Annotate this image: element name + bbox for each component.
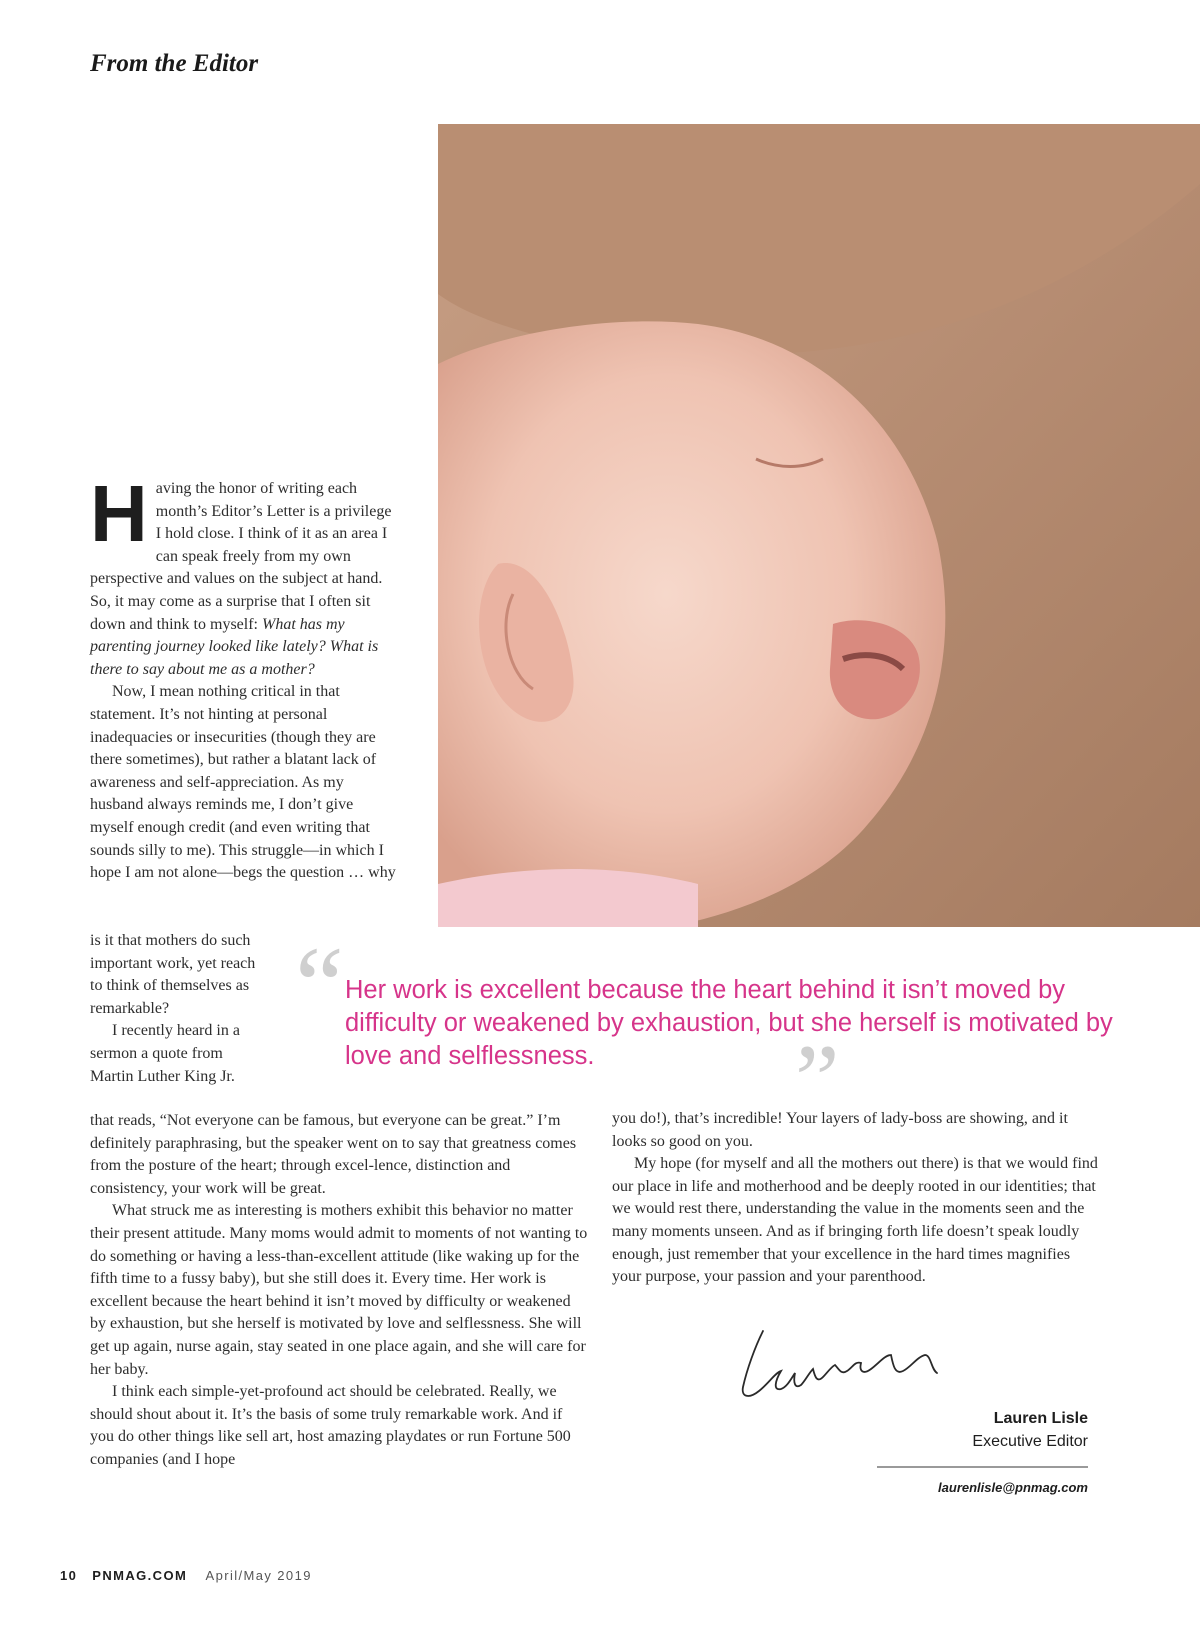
signature-image xyxy=(735,1325,975,1405)
article-column-left-bottom xyxy=(90,1110,590,1472)
site-name: PNMAG.COM xyxy=(92,1568,188,1583)
article-column-right xyxy=(612,1108,1102,1289)
article-column-left-narrow xyxy=(90,930,260,1088)
article-paragraph-2: Now, I mean nothing critical in that statement. It’s not hinting at personal inadequacies or insecurities (though they are there sometimes), but rather a blatant lack of awareness and self-appreciation. As my husband always reminds me, I don’t give myself enough credit (and even writing that sounds silly to me). This struggle—in which I hope I am not alone—begs the question … why xyxy=(90,683,396,882)
article-paragraph-3: I recently heard in a sermon a quote from Martin Luther King Jr. xyxy=(90,1022,240,1085)
issue-date: April/May 2019 xyxy=(205,1568,312,1583)
article-paragraph-1 xyxy=(90,469,400,681)
author-email-link[interactable]: laurenlisle@pnmag.com xyxy=(938,1480,1088,1495)
paragraph-1-italic: What has my parenting journey looked like lately? What is there to say about me as a mother? xyxy=(90,615,379,678)
article-column-left-top xyxy=(90,469,400,885)
hero-photo xyxy=(438,124,1200,927)
baby-illustration xyxy=(438,124,1200,927)
paragraph-1-text: aving the honor of writing each month’s Editor’s Letter is a privilege I hold close. I think of it as an area I can speak freely from my own perspective and values on the subject at hand. So, it may come as a surprise that I often sit down and think to myself: xyxy=(90,480,392,633)
pull-quote: Her work is excellent because the heart behind it isn’t moved by difficulty or weakened by exhaustion, but she herself is motivated by love and selflessness. xyxy=(345,976,1113,1070)
close-quote-icon: ” xyxy=(795,1024,840,1135)
article-paragraph-6: My hope (for myself and all the mothers out there) is that we would find our place in life and motherhood and be deeply rooted in our identities; that we would rest there, understanding the value in the moments seen and the many moments unseen. And as if bringing forth life doesn’t speak loudly enough, just remember that your excellence in the hard times magnifies your purpose, your passion and your parenthood. xyxy=(612,1155,1098,1286)
article-paragraph-4: What struck me as interesting is mothers exhibit this behavior no matter their present attitude. Many moms would admit to moments of not wanting to do something or having a less-than-excellent attitude (like waking up for the fifth time to a fussy baby), but she still does it. Every time. Her work is excellent because the heart behind it isn’t moved by difficulty or weakened by exhaustion, but she herself is motivated by love and selflessness. She will get up again, nurse again, stay seated in one place again, and she will care for her baby. xyxy=(90,1202,588,1378)
article-paragraph-2-continued: is it that mothers do such important work, yet reach to think of themselves as remarkable? xyxy=(90,932,256,1017)
author-title: Executive Editor xyxy=(972,1433,1088,1450)
page-footer xyxy=(60,1568,312,1583)
article-paragraph-5-continued: you do!), that’s incredible! Your layers of lady-boss are showing, and it looks so good on you. xyxy=(612,1110,1068,1150)
author-name: Lauren Lisle xyxy=(993,1410,1088,1427)
drop-cap: H xyxy=(90,469,148,558)
article-paragraph-3-continued: that reads, “Not everyone can be famous, but everyone can be great.” I’m definitely paraphrasing, but the speaker went on to say that greatness comes from the posture of the heart; through excel-lence, distinction and consistency, your work will be great. xyxy=(90,1112,577,1197)
section-heading: From the Editor xyxy=(90,50,259,77)
article-paragraph-5: I think each simple-yet-profound act should be celebrated. Really, we should shout about it. It’s the basis of some truly remarkable work. And if you do other things like sell art, host amazing playdates or run Fortune 500 companies (and I hope xyxy=(90,1383,571,1468)
open-quote-icon: “ xyxy=(295,924,344,1046)
page-number: 10 xyxy=(60,1568,78,1583)
signoff-divider xyxy=(877,1466,1088,1468)
